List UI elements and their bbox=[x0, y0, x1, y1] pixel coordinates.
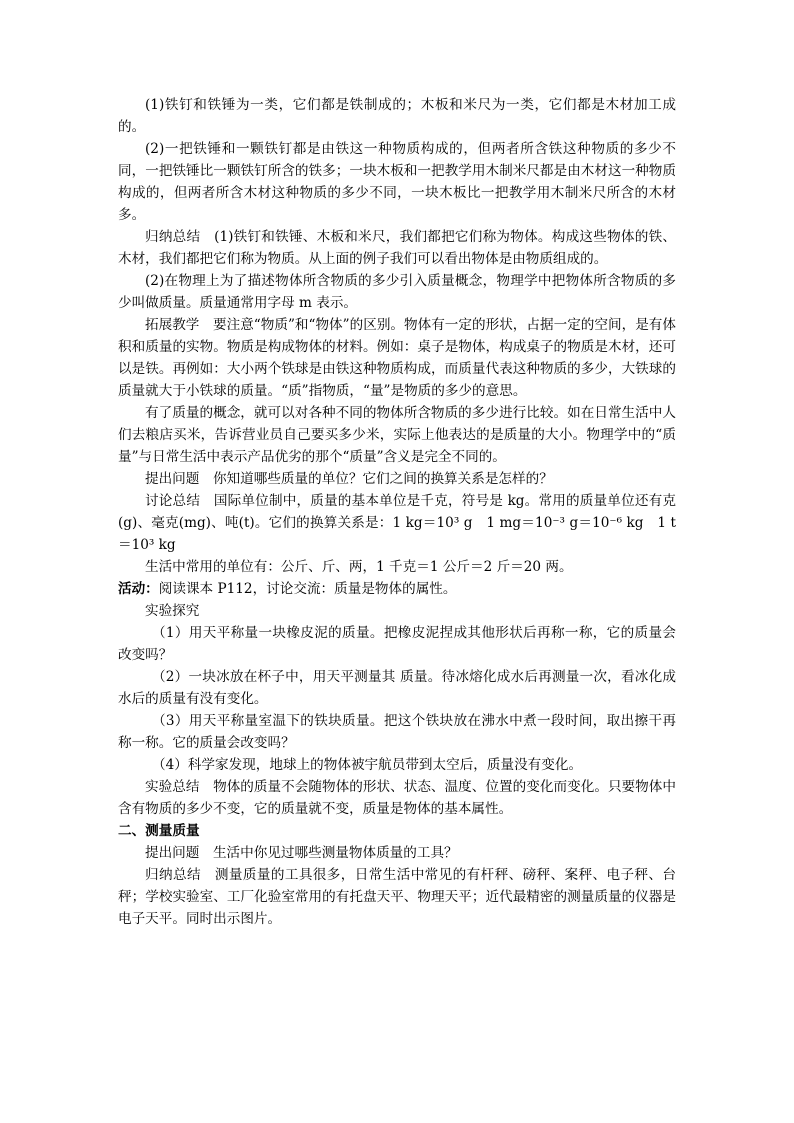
section2-summary: 归纳总结 测量质量的工具很多，日常生活中常见的有杆秤、磅秤、案秤、电子秤、台秤；学校实验室、工厂化验室常用的有托盘天平、物理天平；近代最精密的测量质量的仪器是电子天平。同时出示图片。 bbox=[118, 867, 676, 927]
experiment-item-1: （1）用天平称量一块橡皮泥的质量。把橡皮泥捏成其他形状后再称一称，它的质量会改变吗？ bbox=[118, 625, 676, 663]
paragraph-daily-units: 生活中常用的单位有：公斤、斤、两，1 千克＝1 公斤＝2 斤＝20 两。 bbox=[145, 559, 573, 575]
paragraph-question-units: 提出问题 你知道哪些质量的单位？它们之间的换算关系是怎样的？ bbox=[145, 471, 553, 487]
document-body bbox=[118, 94, 676, 930]
paragraph-units-conversion: 讨论总结 国际单位制中，质量的基本单位是千克，符号是 kg。常用的质量单位还有克(g)、毫克(mg)、吨(t)。它们的换算关系是：1 kg＝10³ g 1 mg＝10⁻³ g＝10⁻⁶ kg 1 t＝10³ kg bbox=[118, 493, 676, 553]
activity-text: 阅读课本 P112，讨论交流：质量是物体的属性。 bbox=[158, 581, 457, 597]
experiment-item-4: （4）科学家发现，地球上的物体被宇航员带到太空后，质量没有变化。 bbox=[152, 757, 583, 773]
experiment-item-3: （3）用天平称量室温下的铁块质量。把这个铁块放在沸水中煮一段时间，取出擦干再称一称。它的质量会改变吗？ bbox=[118, 713, 676, 751]
experiment-summary: 实验总结 物体的质量不会随物体的形状、状态、温度、位置的变化而变化。只要物体中含有物质的多少不变，它的质量就不变，质量是物体的基本属性。 bbox=[118, 779, 676, 817]
paragraph-iron-wood-groups: (1)铁钉和铁锤为一类，它们都是铁制成的；木板和米尺为一类，它们都是木材加工成的。 bbox=[118, 97, 676, 135]
experiment-title: 实验探究 bbox=[145, 603, 200, 619]
paragraph-extension-teaching: 拓展教学 要注意“物质”和“物体”的区别。物体有一定的形状，占据一定的空间，是有体积和质量的实物。物质是构成物体的材料。例如：桌子是物体，构成桌子的物质是木材，还可以是铁。再例如：大小两个铁球是由铁这种物质构成，而质量代表这种物质的多少，大铁球的质量就大于小铁球的质量。“质”指物质，“量”是物质的多少的意思。 bbox=[118, 317, 676, 399]
section-heading-measure-mass: 二、测量质量 bbox=[118, 823, 200, 839]
section2-question: 提出问题 生活中你见过哪些测量物体质量的工具？ bbox=[145, 845, 458, 861]
experiment-item-2: （2）一块冰放在杯子中，用天平测量其 质量。待冰熔化成水后再测量一次，看冰化成水后的质量有没有变化。 bbox=[118, 669, 676, 707]
paragraph-mass-definition: (2)在物理上为了描述物体所含物质的多少引入质量概念，物理学中把物体所含物质的多少叫做质量。质量通常用字母 m 表示。 bbox=[118, 273, 676, 311]
paragraph-mass-comparison: 有了质量的概念，就可以对各种不同的物体所含物质的多少进行比较。如在日常生活中人们去粮店买米，告诉营业员自己要买多少米，实际上他表达的是质量的大小。物理学中的“质量”与日常生活中表示产品优劣的那个“质量”含义是完全不同的。 bbox=[118, 405, 676, 465]
paragraph-summary-object-matter: 归纳总结 (1)铁钉和铁锤、木板和米尺，我们都把它们称为物体。构成这些物体的铁、木材，我们都把它们称为物质。从上面的例子我们可以看出物体是由物质组成的。 bbox=[118, 229, 676, 267]
paragraph-material-amount: (2)一把铁锤和一颗铁钉都是由铁这一种物质构成的，但两者所含铁这种物质的多少不同，一把铁锤比一颗铁钉所含的铁多；一块木板和一把教学用木制米尺都是由木材这一种物质构成的，但两者所含木材这种物质的多少不同，一块木板比一把教学用木制米尺所含的木材多。 bbox=[118, 141, 676, 223]
activity-label: 活动： bbox=[118, 581, 159, 597]
activity-line bbox=[118, 578, 676, 600]
